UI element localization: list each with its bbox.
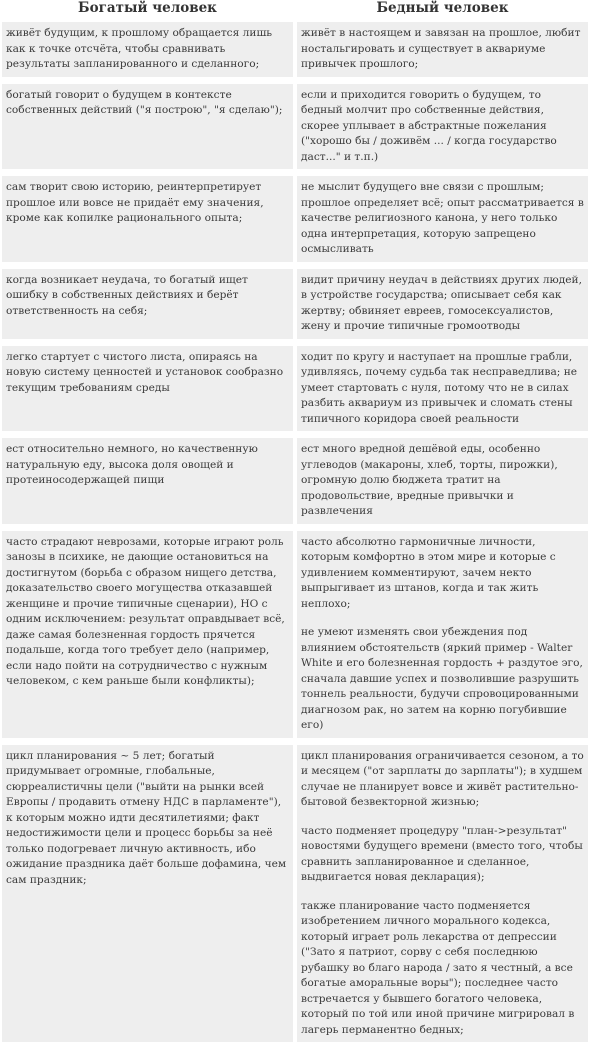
poor-cell [297, 745, 588, 1049]
poor-cell [297, 531, 588, 745]
rich-cell [2, 346, 293, 439]
table-row [2, 269, 588, 346]
table-row [2, 438, 588, 531]
table-row [2, 84, 588, 177]
poor-paragraph: ходит по кругу и наступает на прошлые грабли, удивляясь, почему судьба так несправедлива; не умеет стартовать с нуля, потому что не в силах разбить аквариум из привычек и сломать стены типичного коридора своей реальности [301, 350, 584, 428]
poor-paragraph: ест много вредной дешёвой еды, особенно углеводов (макароны, хлеб, торты, пирожки), огромную долю бюджета тратит на продовольствие, вредные привычки и развлечения [301, 442, 584, 520]
rich-cell [2, 84, 293, 177]
rich-cell [2, 531, 293, 745]
table-row [2, 531, 588, 745]
poor-paragraph: видит причину неудач в действиях других людей, в устройстве государства; описывает себя как жертву; обвиняет евреев, гомосексуалистов, жену и прочие типичные громоотводы [301, 273, 584, 335]
poor-cell [297, 346, 588, 439]
table-row [2, 176, 588, 269]
poor-paragraph: не умеют изменять свои убеждения под влиянием обстоятельств (яркий пример - Walter White и его болезненная гордость + раздутое эго, сначала давшие успех и позволившие разрушить тоннель реальности, будучи спровоцированными диагнозом рак, но затем на корню погубившие его) [301, 625, 584, 734]
rich-cell [2, 176, 293, 269]
table-row [2, 346, 588, 439]
rich-cell [2, 745, 293, 1049]
poor-paragraph: часто подменяет процедуру "план->результат" новостями будущего времени (вместо того, чтобы сравнить запланированное и сделанное, выдвигается новая декларация); [301, 824, 584, 886]
rich-cell [2, 269, 293, 346]
rich-paragraph: богатый говорит о будущем в контексте собственных действий ("я построю", "я сделаю"); [6, 88, 289, 119]
rich-cell [2, 438, 293, 531]
rich-paragraph: когда возникает неудача, то богатый ищет ошибку в собственных действиях и берёт ответственность на себя; [6, 273, 289, 320]
poor-paragraph: не мыслит будущего вне связи с прошлым; прошлое определяет всё; опыт рассматривается в качестве религиозного канона, у него только одна интерпретация, которую запрещено осмысливать [301, 180, 584, 258]
rich-cell [2, 22, 293, 84]
poor-cell [297, 438, 588, 531]
poor-cell [297, 176, 588, 269]
poor-cell [297, 22, 588, 84]
rich-paragraph: часто страдают неврозами, которые играют роль занозы в психике, не дающие остановиться на достигнутом (борьба с образом нищего детства, доказательство своего могущества отказавшей женщине и прочие типичные сценарии), НО с одним исключением: результат оправдывает всё, даже самая болезненная гордость прячется подальше, когда того требует дело (например, если надо пойти на сотрудничество с нужным человеком, с кем раньше были конфликты); [6, 535, 289, 690]
poor-paragraph: часто абсолютно гармоничные личности, которым комфортно в этом мире и которые с удивлением комментируют, зачем некто выпрыгивает из штанов, когда и так жить неплохо; [301, 535, 584, 613]
poor-paragraph: цикл планирования ограничивается сезоном, а то и месяцем ("от зарплаты до зарплаты"); в худшем случае не планирует вовсе и живёт растительно-бытовой безвекторной жизнью; [301, 749, 584, 811]
poor-cell [297, 84, 588, 177]
table-row [2, 745, 588, 1049]
rich-paragraph: живёт будущим, к прошлому обращается лишь как к точке отсчёта, чтобы сравнивать результаты запланированного и сделанного; [6, 26, 289, 73]
table-row [2, 22, 588, 84]
poor-paragraph: также планирование часто подменяется изобретением личного морального кодекса, который играет роль лекарства от депрессии ("Зато я патриот, сорву с себя последнюю рубашку во благо народа / зато я честный, а все богатые аморальные воры"); последнее часто встречается у бывшего богатого человека, который по той или иной причине мигрировал в лагерь перманентно бедных; [301, 899, 584, 1039]
poor-cell [297, 269, 588, 346]
rich-paragraph: ест относительно немного, но качественную натуральную еду, высока доля овощей и протеиносодержащей пищи [6, 442, 289, 489]
rich-paragraph: сам творит свою историю, реинтерпретирует прошлое или вовсе не придаёт ему значения, кроме как копилке рационального опыта; [6, 180, 289, 227]
table-body [2, 22, 588, 1049]
rich-paragraph: цикл планирования ~ 5 лет; богатый придумывает огромные, глобальные, сюрреалистичны цели ("выйти на рынки всей Европы / продавить отмену НДС в парламенте"), к которым можно идти десятилетиями; факт недостижимости цели и процесс борьбы за неё только подогревает личную активность, ибо ожидание праздника даёт больше дофамина, чем сам праздник; [6, 749, 289, 889]
header-poor: Бедный человек [297, 0, 588, 22]
poor-paragraph: если и приходится говорить о будущем, то бедный молчит про собственные действия, скорее уплывает в абстрактные пожелания ("хорошо бы / доживём ... / когда государство даст..." и т.п.) [301, 88, 584, 166]
rich-paragraph: легко стартует с чистого листа, опираясь на новую систему ценностей и установок сообразно текущим требованиям среды [6, 350, 289, 397]
header-row [2, 0, 588, 22]
header-rich: Богатый человек [2, 0, 293, 22]
poor-paragraph: живёт в настоящем и завязан на прошлое, любит ностальгировать и существует в аквариуме привычек прошлого; [301, 26, 584, 73]
